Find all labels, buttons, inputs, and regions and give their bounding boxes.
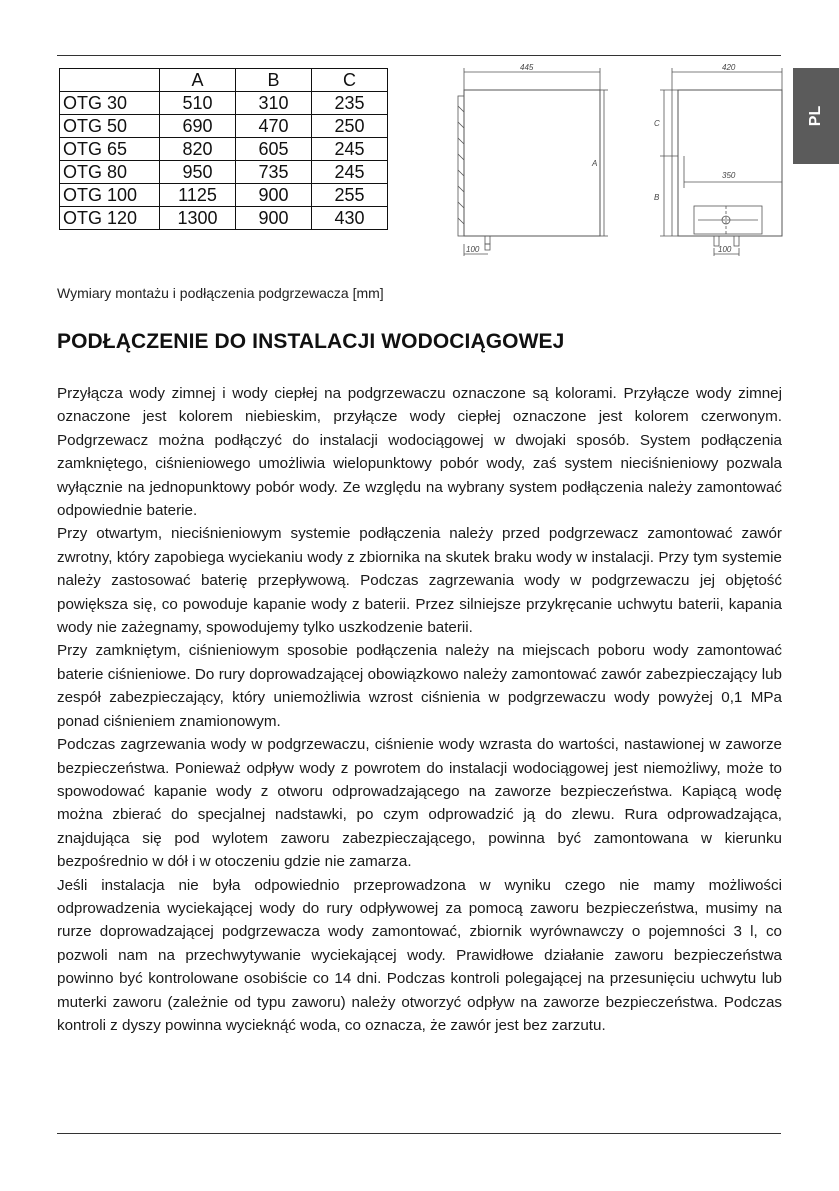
model-cell: OTG 80 — [60, 161, 160, 184]
header-cell: B — [236, 69, 312, 92]
dimensions-table — [59, 68, 388, 230]
header-cell: C — [312, 69, 388, 92]
value-cell: 245 — [312, 161, 388, 184]
value-cell: 250 — [312, 115, 388, 138]
dim-side-c: C — [654, 119, 660, 128]
value-cell: 900 — [236, 207, 312, 230]
value-cell: 245 — [312, 138, 388, 161]
bottom-rule — [57, 1133, 781, 1134]
paragraph: Przyłącza wody zimnej i wody ciepłej na podgrzewaczu oznaczone są kolorami. Przyłącze wody zimnej oznaczone jest kolorem niebieskim, przyłącze wody ciepłej oznaczone jest kolorem czerwonym. Podgrzewacz można podłączyć do instalacji wodociągowej w dwojaki sposób. System podłączenia zamkniętego, ciśnieniowego umożliwia wielopunktowy pobór wody, zaś system nieciśnieniowy pozwala wyłącznie na jednopunktowy pobór wody. Ze względu na wybrany system podłączenia należy zamontować odpowiednie baterie. — [57, 385, 782, 520]
dim-side-width: 420 — [722, 63, 736, 72]
language-tab-label: PL — [807, 105, 824, 127]
value-cell: 310 — [236, 92, 312, 115]
dim-bottom-front: 100 — [466, 245, 480, 254]
dim-inner-width: 350 — [722, 171, 736, 180]
front-view — [458, 68, 608, 256]
paragraph: Podczas zagrzewania wody w podgrzewaczu, ciśnienie wody wzrasta do wartości, nastawionej w zaworze bezpieczeństwa. Ponieważ odpływ wody z powrotem do instalacji wodociągowej jest niemożliwy, może to spowodować kapanie wody z otworu odprowadzającego na zaworze bezpieczeństwa. Kapiącą wodę można zbierać do specjalnej nadstawki, po czym odprowadzić ją do zlewu. Rura odprowadzająca, znajdująca się pod wylotem zaworu zabezpieczającego, powinna być zamontowana w kierunku bezpośrednio w dół i w otoczeniu gdzie nie zamarza. — [57, 736, 782, 871]
value-cell: 470 — [236, 115, 312, 138]
paragraph: Przy otwartym, nieciśnieniowym systemie podłączenia należy przed podgrzewacz zamontować zawór zwrotny, który zapobiega wyciekaniu wody z zbiornika na skutek braku wody w instalacji. Przy tym systemie należy zastosować baterię przepływową. Podczas zagrzewania wody w podgrzewaczu jej objętość powiększa się, co powoduje kapanie wody z baterii. Przez silniejsze przykręcanie uchwytu baterii, kapania wody nie zażegnamy, spowodujemy tylko uszkodzenie baterii. — [57, 525, 782, 637]
section-heading: PODŁĄCZENIE DO INSTALACJI WODOCIĄGOWEJ — [57, 330, 565, 353]
table-header-row — [60, 69, 388, 92]
paragraph: Jeśli instalacja nie była odpowiednio przeprowadzona w wyniku czego nie mamy możliwości odprowadzenia wyciekającej wody do rury odpływowej za pomocą zaworu bezpieczeństwa, musimy na rurze doprowadzającej podgrzewacza wody zamontować, zbiornik wyrównawczy o pojemności 3 l, co pozwoli nam na przechwytywanie wyciekającej wody. Prawidłowe działanie zaworu bezpieczeństwa powinno być kontrolowane osobiście co 14 dni. Podczas kontroli polegającej na przesunięciu uchwytu lub muterki zaworu (zależnie od typu zaworu) należy otworzyć odpływ na zaworze bezpieczeństwa. Podczas kontroli z dyszy powinna wyciekną́ć woda, co oznacza, że zawór jest bez zarzutu. — [57, 876, 782, 1034]
model-cell: OTG 100 — [60, 184, 160, 207]
paragraph: Przy zamkniętym, ciśnieniowym sposobie podłączenia należy na miejscach poboru wody zamontować baterie ciśnieniowe. Do rury doprowadzającej obowiązkowo należy zamontować zawór zabezpieczający lub zespół zabezpieczający, który uniemożliwia wzrost ciśnienia w podgrzewaczu wody powyżej 0,1 MPa ponad ciśnieniem znamionowym. — [57, 642, 782, 730]
value-cell: 430 — [312, 207, 388, 230]
table-row — [60, 138, 388, 161]
value-cell: 690 — [160, 115, 236, 138]
value-cell: 605 — [236, 138, 312, 161]
header-cell — [60, 69, 160, 92]
value-cell: 510 — [160, 92, 236, 115]
value-cell: 1125 — [160, 184, 236, 207]
top-rule — [57, 55, 781, 56]
dim-bottom-side: 100 — [718, 245, 732, 254]
model-cell: OTG 30 — [60, 92, 160, 115]
model-cell: OTG 120 — [60, 207, 160, 230]
model-cell: OTG 65 — [60, 138, 160, 161]
table-row — [60, 207, 388, 230]
value-cell: 1300 — [160, 207, 236, 230]
value-cell: 735 — [236, 161, 312, 184]
value-cell: 255 — [312, 184, 388, 207]
dim-height-a: A — [592, 159, 598, 168]
table-row — [60, 92, 388, 115]
dim-side-b: B — [654, 193, 660, 202]
body-text — [57, 382, 782, 1037]
table-row — [60, 184, 388, 207]
diagram-caption: Wymiary montażu i podłączenia podgrzewacza [mm] — [57, 285, 384, 301]
value-cell: 235 — [312, 92, 388, 115]
side-view — [660, 68, 782, 256]
mounting-diagram — [452, 60, 788, 260]
model-cell: OTG 50 — [60, 115, 160, 138]
value-cell: 950 — [160, 161, 236, 184]
value-cell: 820 — [160, 138, 236, 161]
value-cell: 900 — [236, 184, 312, 207]
header-cell: A — [160, 69, 236, 92]
table-row — [60, 161, 388, 184]
language-tab — [793, 68, 839, 164]
dim-front-width: 445 — [520, 63, 534, 72]
table-row — [60, 115, 388, 138]
